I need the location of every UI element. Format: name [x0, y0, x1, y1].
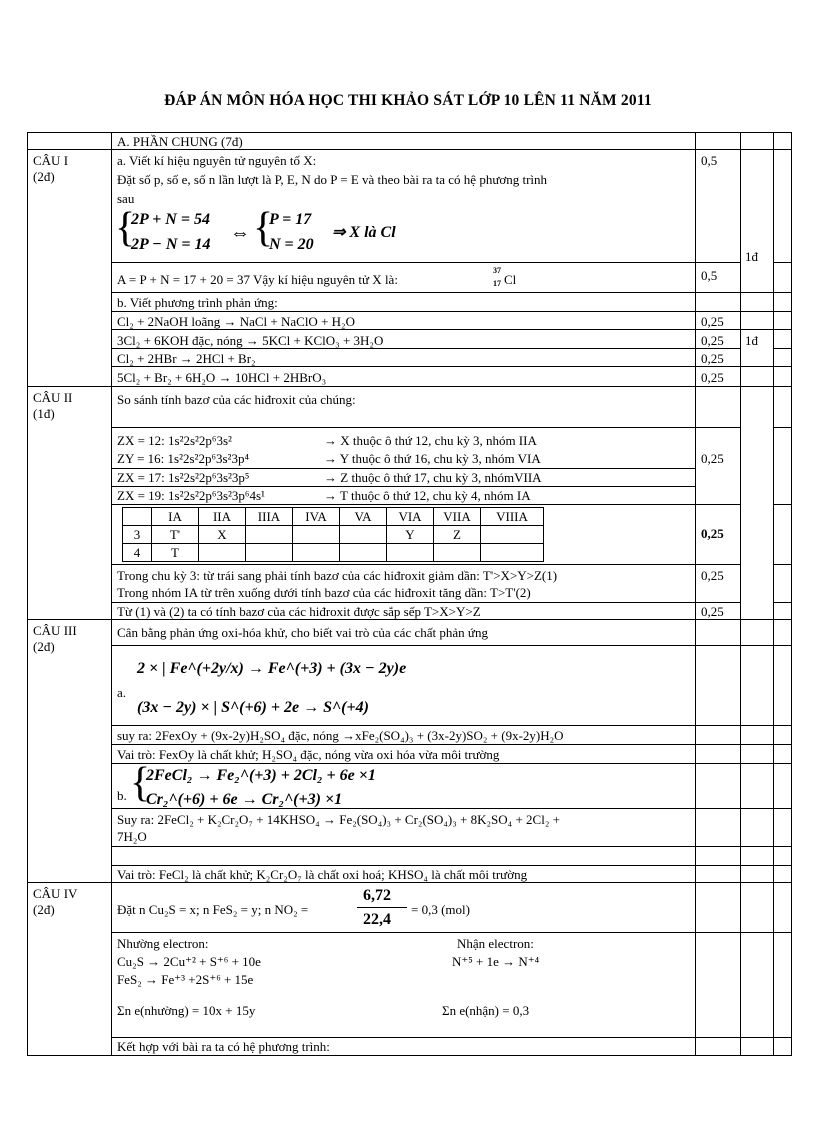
q4-give-1: Cu₂S → 2Cu⁺² + S⁺⁶ + 10e: [117, 954, 261, 969]
q3-b-half-eq-2: Cr₂^(+6) + 6e → Cr₂^(+3) ×1: [146, 791, 343, 808]
pt-cell: Z: [434, 526, 481, 544]
q3-b-sum-2: 7H₂O: [117, 829, 147, 844]
q4-label: CÂU IV: [33, 886, 78, 901]
pt-head-cell: VIIA: [434, 508, 481, 526]
pt-cell: 3: [123, 526, 152, 544]
q1-a-text1: Đặt số p, số e, số n lần lượt là P, E, N do P = E và theo bài ra ta có hệ phương trình: [117, 172, 548, 187]
pt-cell: [246, 526, 293, 544]
periodic-row-4: [123, 544, 544, 562]
pt-cell: Y: [387, 526, 434, 544]
pt-cell: [199, 544, 246, 562]
q3-b-role: Vai trò: FeCl₂ là chất khử; K₂Cr₂O₇ là chất oxi hoá; KHSO₄ là chất môi trường: [117, 867, 528, 882]
q2-conclusion-3: Từ (1) và (2) ta có tính bazơ của các hiđroxit được sắp sếp T>X>Y>Z: [117, 604, 481, 619]
q1-score-a1: 0,5: [701, 153, 718, 168]
q3-a-half-eq-2: (3x − 2y) × | S^(+6) + 2e → S^(+4): [137, 699, 369, 716]
pt-cell: [293, 526, 340, 544]
q1-label: CÂU I: [33, 153, 69, 168]
q2-conclusion-2: Trong nhóm IA từ trên xuống dưới tính bazơ của các hiđroxit tăng dần: T>T'(2): [117, 585, 531, 600]
q1-a-title: a. Viết kí hiệu nguyên tử nguyên tố X:: [117, 153, 317, 168]
q4-last-line: Kết hợp với bài ra ta có hệ phương trình:: [117, 1039, 330, 1054]
q1-a-line: A = P + N = 17 + 20 = 37 Vậy kí hiệu nguyên tử X là:: [117, 272, 398, 287]
q4-recv-title: Nhận electron:: [457, 936, 534, 951]
q3-a-half-eq-1: 2 × | Fe^(+2y/x) → Fe^(+3) + (3x − 2y)e: [137, 660, 407, 677]
pt-head-cell: IIIA: [246, 508, 293, 526]
q3-points: (2đ): [33, 639, 55, 654]
q2-config-z-result: → Z thuộc ô thứ 17, chu kỳ 3, nhómVIIA: [324, 470, 542, 485]
q1-score-b1: 0,25: [701, 314, 724, 329]
pt-cell: [340, 526, 387, 544]
q3-label: CÂU III: [33, 623, 77, 638]
q2-config-y-result: → Y thuộc ô thứ 16, chu kỳ 3, nhóm VIA: [324, 451, 541, 466]
pt-cell: [481, 526, 544, 544]
q1-eq2: 2P − N = 14: [131, 236, 211, 253]
q2-config-z: ZX = 17: 1s²2s²2p⁶3s²3p⁵: [117, 470, 250, 485]
q1-reaction-1: Cl₂ + 2NaOH loãng → NaCl + NaClO + H₂O: [117, 314, 355, 329]
q2-config-x-result: → X thuộc ô thứ 12, chu kỳ 3, nhóm IIA: [324, 433, 537, 448]
pt-head-cell: IVA: [293, 508, 340, 526]
pt-cell: X: [199, 526, 246, 544]
q1-score-b2: 0,25: [701, 333, 724, 348]
pt-head-cell: VIA: [387, 508, 434, 526]
q2-score-3: 0,25: [701, 568, 724, 583]
q4-sum-recv: Σn e(nhận) = 0,3: [442, 1003, 530, 1018]
q4-give-title: Nhường electron:: [117, 936, 209, 951]
q1-equiv-symbol: ⇔: [230, 222, 250, 244]
q1-sub-a: 1đ: [745, 249, 758, 264]
q2-config-t: ZX = 19: 1s²2s²2p⁶3s²3p⁶4s¹: [117, 488, 265, 503]
q4-frac-result: = 0,3 (mol): [411, 902, 470, 917]
q1-reaction-3: Cl₂ + 2HBr → 2HCl + Br₂: [117, 351, 256, 366]
q4-recv-1: N⁺⁵ + 1e → N⁺⁴: [452, 954, 540, 969]
q1-sym-atomic: 17: [493, 279, 501, 288]
q2-score-4: 0,25: [701, 604, 724, 619]
q3-intro: Cân bằng phản ứng oxi-hóa khử, cho biết vai trò của các chất phản ứng: [117, 625, 488, 640]
pt-cell: 4: [123, 544, 152, 562]
q4-give-2: FeS₂ → Fe⁺³ +2S⁺⁶ + 15e: [117, 972, 254, 987]
pt-cell: [340, 544, 387, 562]
q1-eq4: N = 20: [269, 236, 314, 253]
pt-cell: T': [152, 526, 199, 544]
pt-cell: [387, 544, 434, 562]
q1-score-b3: 0,25: [701, 351, 724, 366]
periodic-table-excerpt: [122, 507, 544, 562]
q4-sum-give: Σn e(nhường) = 10x + 15y: [117, 1003, 256, 1018]
q1-system-brace-right: {: [253, 205, 274, 251]
pt-cell: [481, 544, 544, 562]
q3-b-brace: {: [130, 760, 151, 806]
q1-points: (2đ): [33, 169, 55, 184]
q2-score-1: 0,25: [701, 451, 724, 466]
q4-frac-den: 22,4: [363, 911, 391, 928]
q1-b-title: b. Viết phương trình phản ứng:: [117, 295, 278, 310]
q1-score-a2: 0,5: [701, 268, 718, 283]
q1-score-b4: 0,25: [701, 370, 724, 385]
q1-eq3: P = 17: [269, 211, 312, 228]
q1-eq-result: ⇒ X là Cl: [332, 224, 396, 241]
q1-a-text2: sau: [117, 191, 135, 206]
pt-head-cell: VIIIA: [481, 508, 544, 526]
pt-head-cell: VA: [340, 508, 387, 526]
q2-points: (1đ): [33, 406, 55, 421]
periodic-row-3: [123, 526, 544, 544]
q2-intro: So sánh tính bazơ của các hiđroxit của chúng:: [117, 392, 356, 407]
periodic-header-row: [123, 508, 544, 526]
pt-head-cell: [123, 508, 152, 526]
q3-b-half-eq-1: 2FeCl₂ → Fe₂^(+3) + 2Cl₂ + 6e ×1: [146, 767, 376, 784]
q1-sym-el: Cl: [504, 272, 517, 287]
q4-set-vars: Đặt n Cu₂S = x; n FeS₂ = y; n NO₂ =: [117, 902, 309, 917]
q2-label: CÂU II: [33, 390, 73, 405]
q3-part-b: b.: [117, 788, 127, 803]
q2-conclusion-1: Trong chu kỳ 3: từ trái sang phải tính bazơ của các hiđroxit giảm dần: T'>X>Y>Z(1): [117, 568, 558, 583]
q1-sym-mass: 37: [493, 266, 501, 275]
q3-b-sum-1: Suy ra: 2FeCl₂ + K₂Cr₂O₇ + 14KHSO₄ → Fe₂(SO₄)₃ + Cr₂(SO₄)₃ + 8K₂SO₄ + 2Cl₂ +: [117, 812, 560, 827]
answer-table: [27, 132, 792, 1056]
pt-cell: [434, 544, 481, 562]
q3-a-role: Vai trò: FexOy là chất khử; H₂SO₄ đặc, nóng vừa oxi hóa vừa môi trường: [117, 747, 500, 762]
q4-points: (2đ): [33, 902, 55, 917]
q1-eq1: 2P + N = 54: [131, 211, 210, 228]
q1-reaction-4: 5Cl₂ + Br₂ + 6H₂O → 10HCl + 2HBrO₃: [117, 370, 327, 385]
q1-reaction-2: 3Cl₂ + 6KOH đặc, nóng → 5KCl + KClO₃ + 3H₂O: [117, 333, 384, 348]
pt-cell: [293, 544, 340, 562]
q1-sub-b: 1đ: [745, 333, 758, 348]
section-a-heading: A. PHẦN CHUNG (7đ): [117, 134, 243, 149]
q2-score-2: 0,25: [701, 526, 724, 541]
q2-config-x: ZX = 12: 1s²2s²2p⁶3s²: [117, 433, 232, 448]
page-title: ĐÁP ÁN MÔN HÓA HỌC THI KHẢO SÁT LỚP 10 LÊN 11 NĂM 2011: [164, 92, 652, 109]
q2-config-t-result: → T thuộc ô thứ 12, chu kỳ 4, nhóm IA: [324, 488, 531, 503]
pt-head-cell: IA: [152, 508, 199, 526]
q3-part-a: a.: [117, 685, 127, 700]
pt-cell: T: [152, 544, 199, 562]
q1-system-brace-left: {: [115, 205, 136, 251]
pt-head-cell: IIA: [199, 508, 246, 526]
pt-cell: [246, 544, 293, 562]
q4-frac-num: 6,72: [363, 887, 391, 904]
q3-a-sum: suy ra: 2FexOy + (9x-2y)H₂SO₄ đặc, nóng →xFe₂(SO₄)₃ + (3x-2y)SO₂ + (9x-2y)H₂O: [117, 728, 564, 743]
q2-config-y: ZY = 16: 1s²2s²2p⁶3s²3p⁴: [117, 451, 249, 466]
